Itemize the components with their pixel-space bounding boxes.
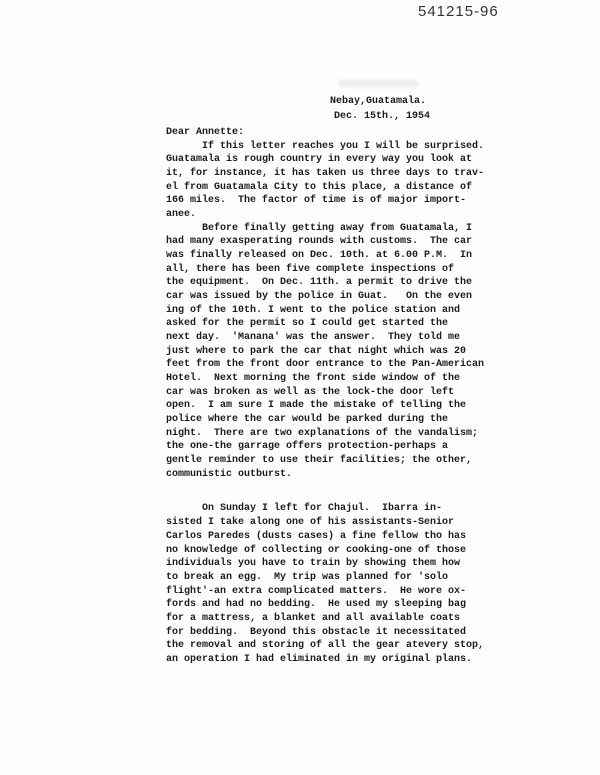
reference-number: 541215-96 — [418, 3, 499, 20]
text-line: On Sunday I left for Chajul. Ibarra in- — [202, 503, 443, 514]
text-line: had many exasperating rounds with customs. The car — [166, 236, 473, 247]
text-line: If this letter reaches you I will be surprised. — [202, 141, 485, 152]
text-line: el from Guatamala City to this place, a distance of — [166, 182, 473, 193]
text-line: all, there has been five complete inspections of — [166, 264, 455, 275]
text-line: flight'-an extra complicated matters. He wore ox- — [166, 586, 467, 597]
text-line: Carlos Paredes (dusts cases) a fine fellow tho has — [166, 531, 467, 542]
text-line: sisted I take along one of his assistants-Senior — [166, 517, 455, 528]
text-line: the removal and storing of all the gear atevery stop, — [166, 640, 485, 651]
text-line: the one-the garrage offers protection-perhaps a — [166, 441, 449, 452]
text-line: for bedding. Beyond this obstacle it necessitated — [166, 627, 467, 638]
text-line: asked for the permit so I could get started the — [166, 318, 449, 329]
text-line: fords and had no bedding. He used my sleeping bag — [166, 599, 467, 610]
text-line: to break an egg. My trip was planned for 'solo — [166, 572, 449, 583]
text-line: individuals you have to train by showing them how — [166, 558, 461, 569]
salutation: Dear Annette: — [166, 127, 245, 138]
text-line: no knowledge of collecting or cooking-one of those — [166, 545, 467, 556]
text-line: Hotel. Next morning the front side window of the — [166, 373, 461, 384]
text-line: car was broken as well as the lock-the door left — [166, 387, 455, 398]
text-line: feet from the front door entrance to the Pan-American — [166, 359, 485, 370]
text-line: police where the car would be parked during the — [166, 414, 449, 425]
text-line: for a mattress, a blanket and all available coats — [166, 613, 461, 624]
text-line: an operation I had eliminated in my original plans. — [166, 654, 473, 665]
text-line: night. There are two explanations of the vandalism; — [166, 428, 479, 439]
dateline-date: Dec. 15th., 1954 — [334, 111, 431, 122]
text-line: the equipment. On Dec. 11th. a permit to drive the — [166, 277, 473, 288]
text-line: just where to park the car that night which was 20 — [166, 346, 467, 357]
dateline-place: Nebay,Guatamala. — [330, 96, 427, 107]
text-line: communistic outburst. — [166, 469, 293, 480]
text-line: it, for instance, it has taken us three days to trav- — [166, 168, 485, 179]
text-line: Guatamala is rough country in every way you look at — [166, 154, 473, 165]
text-line: next day. 'Manana' was the answer. They told me — [166, 332, 461, 343]
text-line: was finally released on Dec. 10th. at 6.00 P.M. In — [166, 250, 473, 261]
text-line: ing of the 10th. I went to the police station and — [166, 305, 461, 316]
text-line: car was issued by the police in Guat. On the even — [166, 291, 473, 302]
text-line: Before finally getting away from Guatamala, I — [202, 223, 473, 234]
text-line: anee. — [166, 209, 197, 220]
text-line: 166 miles. The factor of time is of major import- — [166, 195, 467, 206]
text-line: gentle reminder to use their facilities; the other, — [166, 455, 473, 466]
text-line: open. I am sure I made the mistake of telling the — [166, 400, 467, 411]
